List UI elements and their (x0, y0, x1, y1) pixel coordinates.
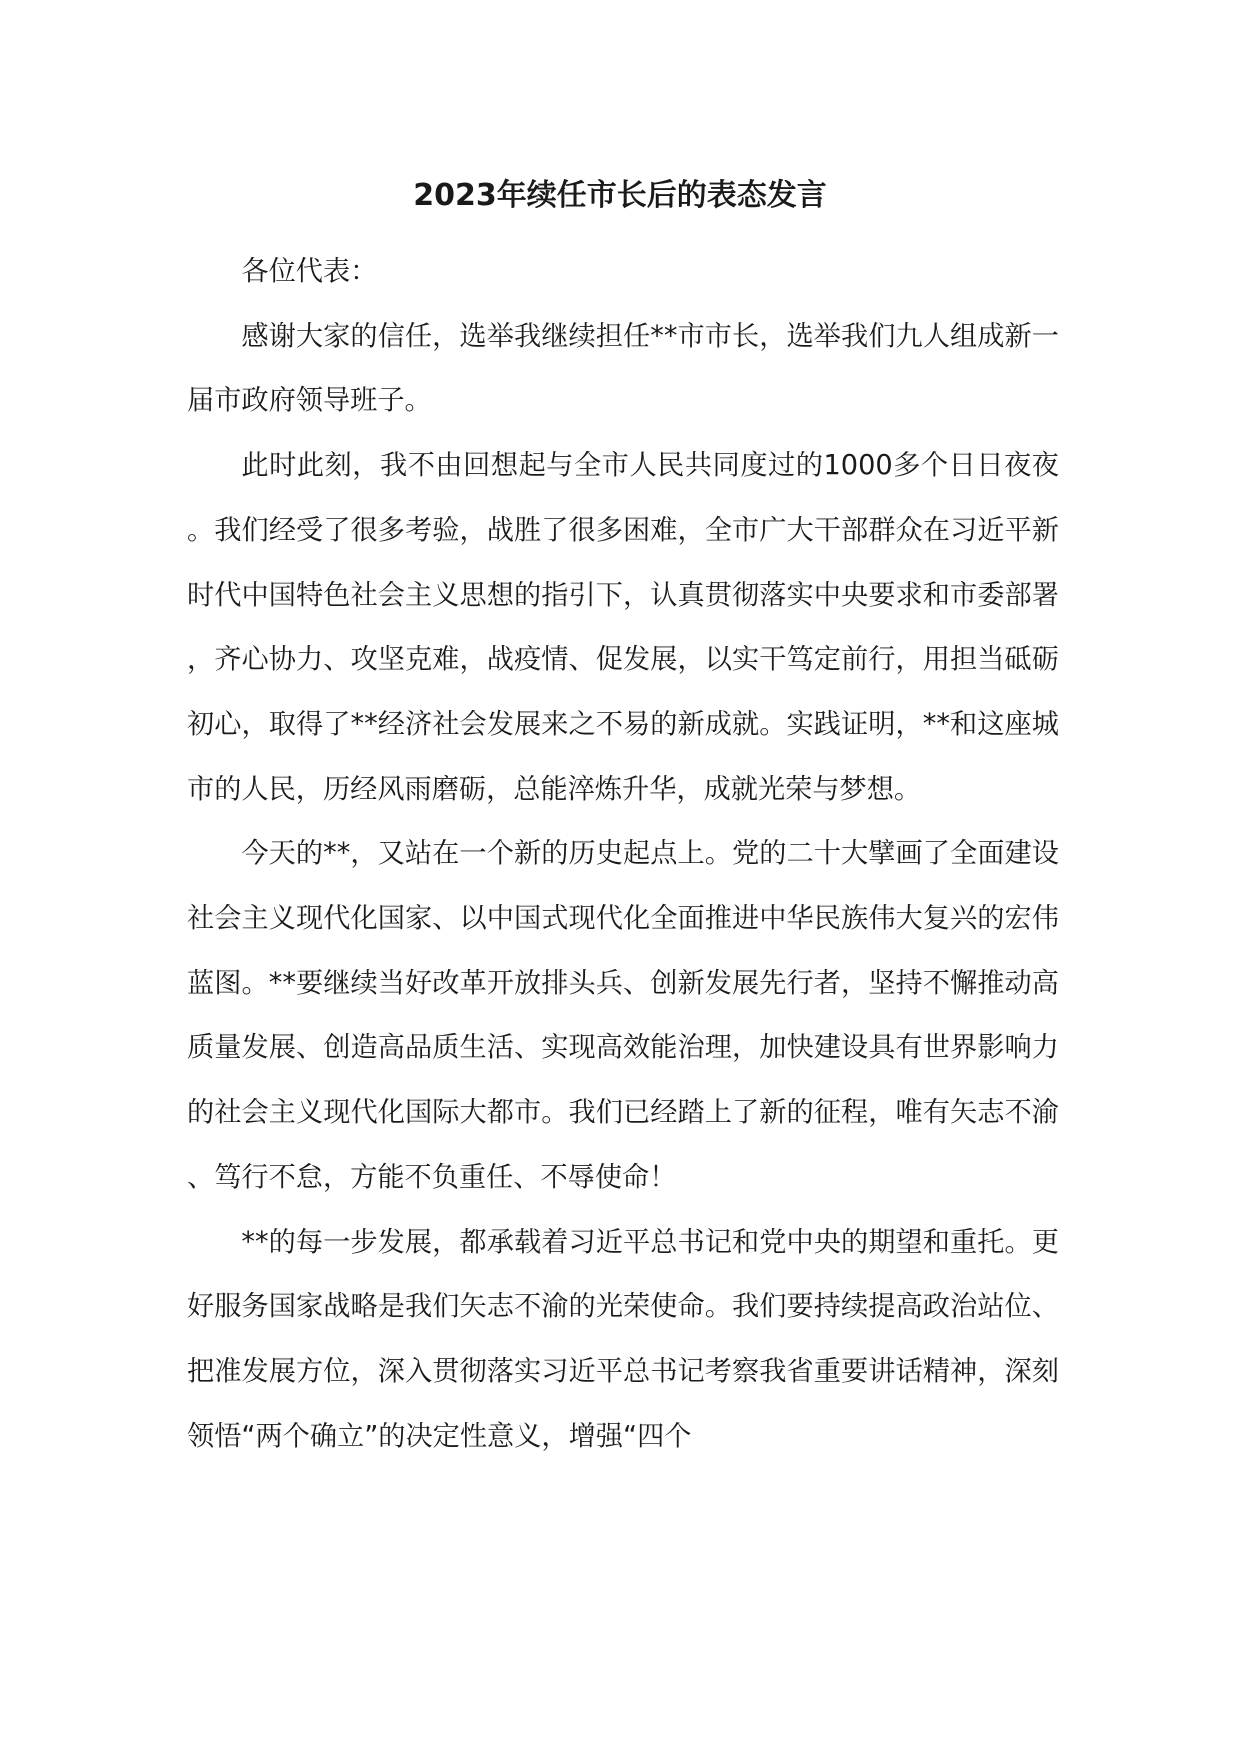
salutation: 各位代表： (241, 256, 378, 287)
paragraph: 此时此刻，我不由回想起与全市人民共同度过的1000多个日日夜夜。我们经受了很多考验，战胜了很多困难，全市广大干部群众在习近平新时代中国特色社会主义思想的指引下，认真贯彻落实中央要求和市委部署，齐心协力、攻坚克难，战疫情、促发展，以实干笃定前行，用担当砥砺初心，取得了**经济社会发展来之不易的新成就。实践证明，**和这座城市的人民，历经风雨磨砺，总能淬炼升华，成就光荣与梦想。 (187, 450, 1059, 805)
paragraph: **的每一步发展，都承载着习近平总书记和党中央的期望和重托。更好服务国家战略是我们矢志不渝的光荣使命。我们要持续提高政治站位、把准发展方位，深入贯彻落实习近平总书记考察我省重要讲话精神，深刻领悟“两个确立”的决定性意义，增强“四个 (187, 1226, 1059, 1452)
document-body (187, 240, 1059, 1469)
paragraph: 感谢大家的信任，选举我继续担任**市市长，选举我们九人组成新一届市政府领导班子。 (187, 320, 1059, 417)
paragraph: 今天的**，又站在一个新的历史起点上。党的二十大擘画了全面建设社会主义现代化国家、以中国式现代化全面推进中华民族伟大复兴的宏伟蓝图。**要继续当好改革开放排头兵、创新发展先行者，坚持不懈推动高质量发展、创造高品质生活、实现高效能治理，加快建设具有世界影响力的社会主义现代化国际大都市。我们已经踏上了新的征程，唯有矢志不渝、笃行不怠，方能不负重任、不辱使命！ (187, 838, 1059, 1193)
document-title: 2023年续任市长后的表态发言 (413, 178, 827, 213)
